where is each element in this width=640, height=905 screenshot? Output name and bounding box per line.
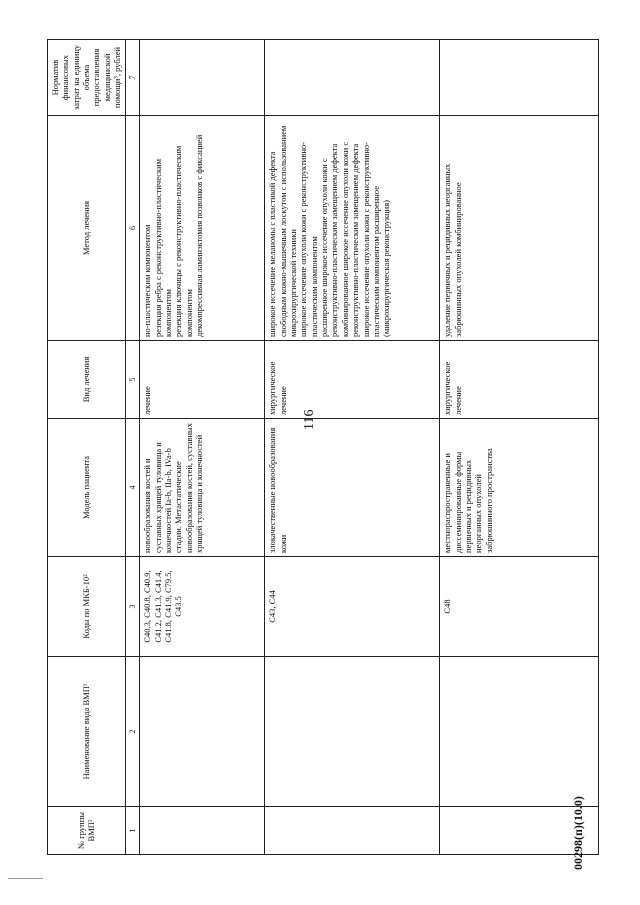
cell-cost (440, 40, 599, 116)
cell-methods (440, 116, 599, 341)
header-patient-model: Модель пациента (48, 419, 126, 557)
cell-type: лечение (140, 341, 265, 419)
column-number: 7 (125, 40, 140, 116)
rotated-table-container (47, 40, 599, 855)
header-treatment-type: Вид лечения (48, 341, 126, 419)
cell-codes: C48 (440, 557, 599, 657)
cell-name (440, 657, 599, 807)
cell-methods (265, 116, 440, 341)
column-number-row (125, 40, 140, 855)
method-item: широкое иссечение опухоли кожи с реконструктивно-пластическим компонентом (298, 142, 319, 337)
method-item: комбинированное широкое иссечение опухоли кожи с реконструктивно-пластическим замещением дефекта (339, 141, 361, 337)
method-item: резекция ключицы с реконструктивно-пластическим компонентом (173, 145, 194, 337)
cell-group (265, 807, 440, 855)
cell-type: хирургическое лечение (440, 341, 599, 419)
header-cost-norm: Норматив финансовых затрат на единицу объема предоставления медицинской помощи³, рублей (48, 40, 126, 116)
method-item: широкое иссечение меланомы с пластикой дефекта свободным кожно-мышечным лоскутом с использованием микрохирургической техники (267, 125, 298, 337)
table-row (440, 40, 599, 855)
cell-codes: C40.3, C40.8, C40.9, C41.2, C41.3, C41.4, C41.8, C41.9, C79.5, C43.5 (140, 557, 265, 657)
cell-model: злокачественные новообразования кожи (265, 419, 440, 557)
method-item: удаление первичных и рецидивных неорганных забрюшинных опухолей комбинированное (442, 163, 463, 337)
header-vmp-name: Наименование вида ВМП¹ (48, 657, 126, 807)
method-item: но-пластическим компонентом (142, 224, 153, 337)
column-number: 2 (125, 657, 140, 807)
page-number: 116 (302, 409, 317, 430)
column-number: 5 (125, 341, 140, 419)
table-row (265, 40, 440, 855)
table-row (140, 40, 265, 855)
cell-name (265, 657, 440, 807)
cell-model: новообразования костей и суставных хрящей туловища и конечностей Ia-b, IIa-b, IVa-b стадии. Метастатические новообразования костей, суставных хрящей туловища и конечностей (140, 419, 265, 557)
method-item: широкое иссечение опухоли кожи с реконструктивно-пластическим компонентом расширенное (микрохирургическая реконструкция) (360, 142, 392, 337)
margin-mark (8, 878, 43, 879)
treatment-table (47, 39, 599, 855)
header-treatment-method: Метод лечения (48, 116, 126, 341)
cell-cost (265, 40, 440, 116)
column-number: 1 (125, 807, 140, 855)
cell-methods (140, 116, 265, 341)
column-number: 3 (125, 557, 140, 657)
column-number: 6 (125, 116, 140, 341)
cell-model: местнораспространенные и диссеминированные формы первичных и рецидивных неорганных опухолей забрюшинного пространства (440, 419, 599, 557)
cell-codes: C43, C44 (265, 557, 440, 657)
method-item: декомпрессивная ламинэктомия позвонков с фиксацией (194, 134, 205, 337)
method-item: расширенное широкое иссечение опухоли кожи с реконструктивно-пластическим замещением дефекта (319, 143, 340, 337)
document-code: 00298(п)(10.0) (571, 796, 585, 870)
header-group-number: № группы ВМП¹ (48, 807, 126, 855)
header-icd-codes: Коды по МКБ-10² (48, 557, 126, 657)
cell-group (140, 807, 265, 855)
column-number: 4 (125, 419, 140, 557)
cell-cost (140, 40, 265, 116)
cell-name (140, 657, 265, 807)
method-item: резекция ребра с реконструктивно-пластическим компонентом (152, 158, 173, 337)
header-row (48, 40, 126, 855)
cell-type: хирургическое лечение (265, 341, 440, 419)
